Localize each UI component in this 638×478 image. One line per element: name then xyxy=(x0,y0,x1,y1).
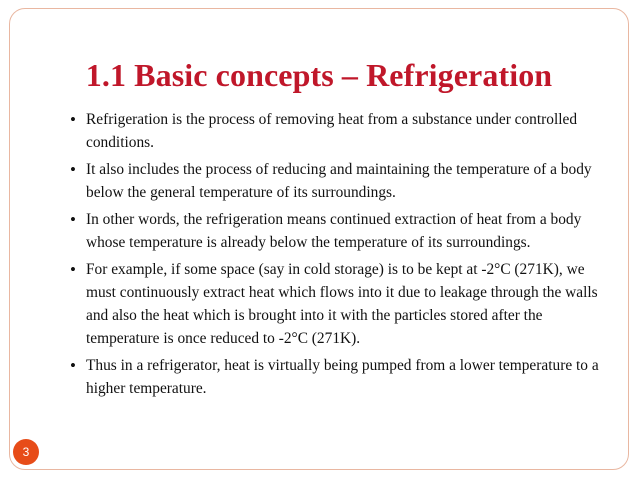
bullet-list xyxy=(70,108,610,404)
page-number-badge: 3 xyxy=(13,439,39,465)
bullet-text: Refrigeration is the process of removing heat from a substance under controlled conditions. xyxy=(86,111,578,151)
bullet-text: For example, if some space (say in cold storage) is to be kept at -2°C (271K), we must continuously extract heat which flows into it due to leakage through the walls and also the heat which is brought into it with the particles stored after the temperature is once reduced to -2°C (271K). xyxy=(86,261,598,347)
bullet-item xyxy=(70,108,610,154)
bullet-item xyxy=(70,354,610,400)
bullet-item xyxy=(70,158,610,204)
bullet-item xyxy=(70,258,610,350)
bullet-icon: • xyxy=(70,210,76,229)
bullet-icon: • xyxy=(70,110,76,129)
bullet-icon: • xyxy=(70,160,76,179)
bullet-item xyxy=(70,208,610,254)
bullet-text: In other words, the refrigeration means continued extraction of heat from a body whose temperature is already below the temperature of its surroundings. xyxy=(86,211,582,251)
bullet-text: It also includes the process of reducing and maintaining the temperature of a body below the general temperature of its surroundings. xyxy=(86,161,592,201)
bullet-text: Thus in a refrigerator, heat is virtually being pumped from a lower temperature to a higher temperature. xyxy=(86,357,599,397)
slide-title: 1.1 Basic concepts – Refrigeration xyxy=(85,57,553,93)
bullet-icon: • xyxy=(70,260,76,279)
bullet-icon: • xyxy=(70,356,76,375)
